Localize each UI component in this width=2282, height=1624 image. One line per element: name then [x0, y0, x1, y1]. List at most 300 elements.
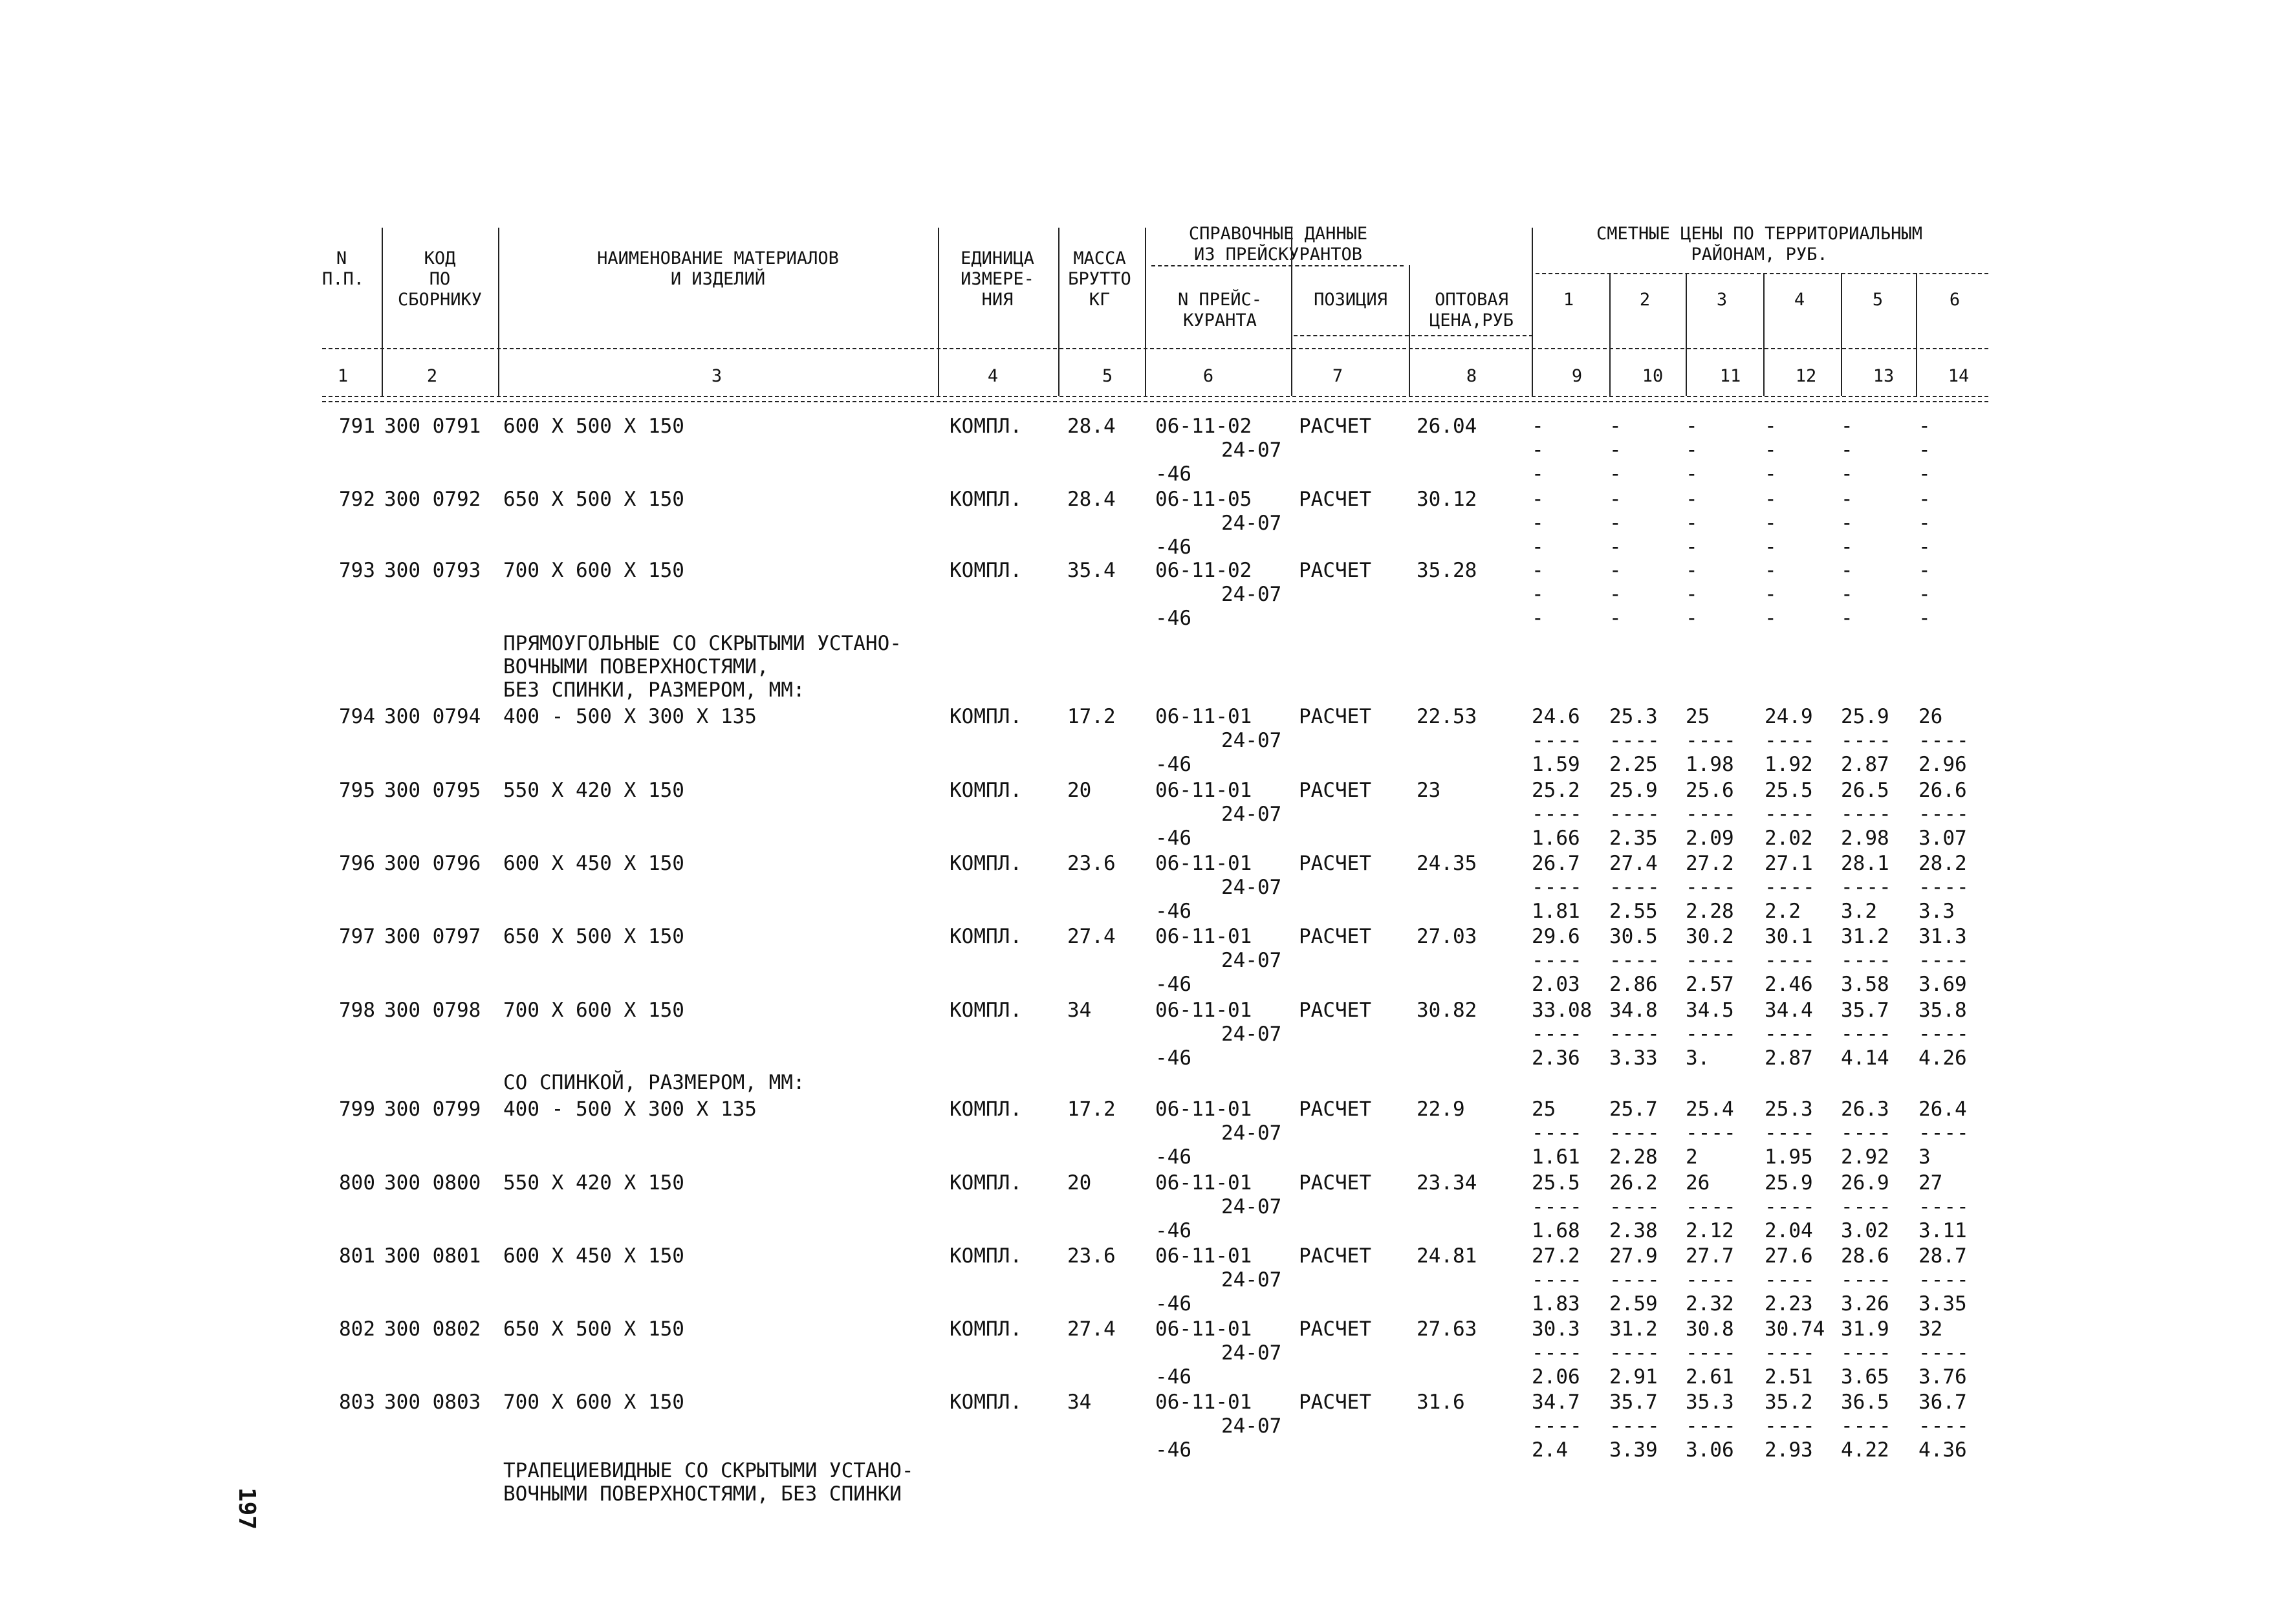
row-wholesale-price: 26.04: [1417, 415, 1477, 438]
region-transport-cost: 2.55: [1609, 900, 1658, 923]
fraction-bar: ----: [1765, 1023, 1816, 1046]
region-transport-cost: 1.83: [1532, 1292, 1580, 1315]
region-transport-cost: 2.12: [1686, 1219, 1734, 1242]
region-price: -: [1532, 559, 1544, 582]
region-price-alt: -: [1609, 583, 1622, 606]
row-position: РАСЧЕТ: [1299, 779, 1371, 802]
region-price: -: [1765, 415, 1777, 438]
fraction-bar: ----: [1918, 1268, 1970, 1292]
row-code: 300 0793: [384, 559, 481, 582]
region-transport-cost: 2: [1686, 1145, 1698, 1169]
row-code: 300 0792: [384, 488, 481, 511]
header-region-4: 4: [1794, 290, 1805, 310]
row-wholesale-price: 30.82: [1417, 999, 1477, 1022]
fraction-bar: ----: [1841, 729, 1892, 752]
row-pricelist-2: 24-07: [1221, 729, 1282, 752]
row-mass: 27.4: [1067, 1317, 1116, 1341]
column-number: 3: [711, 366, 723, 386]
fraction-bar: ----: [1686, 1341, 1737, 1365]
row-number: 792: [339, 488, 375, 511]
region-price: 31.9: [1841, 1317, 1889, 1341]
row-position: РАСЧЕТ: [1299, 925, 1371, 948]
region-price: 35.8: [1918, 999, 1967, 1022]
region-price: 25.9: [1609, 779, 1658, 802]
fraction-bar: ----: [1765, 876, 1816, 899]
header-price-group: СМЕТНЫЕ ЦЕНЫ ПО ТЕРРИТОРИАЛЬНЫМ РАЙОНАМ, РУБ.: [1596, 224, 1922, 265]
region-price-alt: -: [1765, 462, 1777, 486]
column-number: 5: [1102, 366, 1113, 386]
region-price: 27.2: [1686, 852, 1734, 875]
row-number: 797: [339, 925, 375, 948]
row-position: РАСЧЕТ: [1299, 1098, 1371, 1121]
region-transport-cost: 1.59: [1532, 753, 1580, 776]
region-price: 27.4: [1609, 852, 1658, 875]
region-transport-cost: 2.61: [1686, 1365, 1734, 1389]
row-number: 795: [339, 779, 375, 802]
column-number: 12: [1795, 366, 1817, 386]
region-price: 27: [1918, 1171, 1943, 1195]
region-price: -: [1918, 415, 1931, 438]
fraction-bar: ----: [1841, 803, 1892, 826]
colnum-separator: [1409, 366, 1410, 387]
fraction-bar: ----: [1841, 876, 1892, 899]
fraction-bar: ----: [1609, 1195, 1660, 1218]
row-wholesale-price: 31.6: [1417, 1391, 1465, 1414]
region-price-alt: -: [1918, 438, 1931, 462]
region-price-alt: -: [1918, 462, 1931, 486]
fraction-bar: ----: [1532, 1195, 1583, 1218]
row-pricelist-3: -46: [1155, 753, 1191, 776]
region-price-alt: -: [1765, 583, 1777, 606]
fraction-bar: ----: [1609, 803, 1660, 826]
row-pricelist-1: 06-11-01: [1155, 1244, 1252, 1268]
region-price-alt: -: [1686, 583, 1698, 606]
fraction-bar: ----: [1765, 1414, 1816, 1438]
region-price-alt: -: [1765, 438, 1777, 462]
region-price-alt: -: [1686, 512, 1698, 535]
region-price: -: [1918, 488, 1931, 511]
fraction-bar: ----: [1918, 1121, 1970, 1145]
region-price: -: [1532, 415, 1544, 438]
region-price: 26.6: [1918, 779, 1967, 802]
region-price: 27.6: [1765, 1244, 1813, 1268]
fraction-bar: ----: [1765, 1268, 1816, 1292]
fraction-bar: ----: [1532, 729, 1583, 752]
row-mass: 28.4: [1067, 415, 1116, 438]
region-price: 36.7: [1918, 1391, 1967, 1414]
fraction-bar: ----: [1841, 1121, 1892, 1145]
region-price: 29.6: [1532, 925, 1580, 948]
region-price-alt: -: [1686, 536, 1698, 559]
region-transport-cost: 2.2: [1765, 900, 1801, 923]
header-col-5: МАССА БРУТТО КГ: [1068, 248, 1131, 310]
row-pricelist-2: 24-07: [1221, 1268, 1282, 1292]
colnum-separator: [1916, 366, 1917, 387]
fraction-bar: ----: [1609, 729, 1660, 752]
region-transport-cost: 2.38: [1609, 1219, 1658, 1242]
region-price-alt: -: [1609, 462, 1622, 486]
region-transport-cost: 2.96: [1918, 753, 1967, 776]
header-rule-2: [322, 396, 1988, 397]
row-position: РАСЧЕТ: [1299, 705, 1371, 728]
row-wholesale-price: 27.63: [1417, 1317, 1477, 1341]
header-col-6: N ПРЕЙС- КУРАНТА: [1177, 290, 1263, 330]
region-price-alt: -: [1841, 607, 1853, 630]
row-code: 300 0800: [384, 1171, 481, 1195]
fraction-bar: ----: [1765, 729, 1816, 752]
region-price: 24.6: [1532, 705, 1580, 728]
region-price-alt: -: [1841, 583, 1853, 606]
region-transport-cost: 3.3: [1918, 900, 1955, 923]
row-unit: КОМПЛ.: [950, 1171, 1022, 1195]
row-unit: КОМПЛ.: [950, 1244, 1022, 1268]
fraction-bar: ----: [1686, 1195, 1737, 1218]
fraction-bar: ----: [1765, 1121, 1816, 1145]
region-price-alt: -: [1765, 512, 1777, 535]
row-unit: КОМПЛ.: [950, 1391, 1022, 1414]
row-name: 400 - 500 X 300 X 135: [503, 705, 757, 728]
row-pricelist-1: 06-11-01: [1155, 779, 1252, 802]
row-position: РАСЧЕТ: [1299, 852, 1371, 875]
region-transport-cost: 2.98: [1841, 827, 1889, 850]
row-pricelist-3: -46: [1155, 1145, 1191, 1169]
row-name: 650 X 500 X 150: [503, 1317, 684, 1341]
region-transport-cost: 3.26: [1841, 1292, 1889, 1315]
region-price-alt: -: [1841, 438, 1853, 462]
fraction-bar: ----: [1918, 1195, 1970, 1218]
row-pricelist-1: 06-11-01: [1155, 1391, 1252, 1414]
row-pricelist-3: -46: [1155, 536, 1191, 559]
row-position: РАСЧЕТ: [1299, 1391, 1371, 1414]
header-rule-sub7: [1294, 335, 1533, 336]
region-price: 25.3: [1609, 705, 1658, 728]
colnum-separator: [1145, 366, 1146, 387]
region-price-alt: -: [1918, 583, 1931, 606]
region-transport-cost: 2.32: [1686, 1292, 1734, 1315]
region-price: 25.4: [1686, 1098, 1734, 1121]
region-transport-cost: 2.4: [1532, 1438, 1568, 1462]
fraction-bar: ----: [1686, 1268, 1737, 1292]
region-price-alt: -: [1918, 536, 1931, 559]
header-col-8: ОПТОВАЯ ЦЕНА,РУБ: [1429, 290, 1514, 330]
row-pricelist-3: -46: [1155, 462, 1191, 486]
region-price-alt: -: [1532, 536, 1544, 559]
region-price-alt: -: [1532, 607, 1544, 630]
row-unit: КОМПЛ.: [950, 1317, 1022, 1341]
region-transport-cost: 3.: [1686, 1046, 1710, 1070]
column-number: 2: [426, 366, 438, 386]
row-pricelist-3: -46: [1155, 1046, 1191, 1070]
row-mass: 17.2: [1067, 705, 1116, 728]
region-price-alt: -: [1686, 462, 1698, 486]
region-price: 31.2: [1841, 925, 1889, 948]
region-transport-cost: 1.81: [1532, 900, 1580, 923]
row-pricelist-3: -46: [1155, 1292, 1191, 1315]
region-price-alt: -: [1609, 536, 1622, 559]
row-number: 799: [339, 1098, 375, 1121]
column-number: 7: [1332, 366, 1343, 386]
header-region-6: 6: [1949, 290, 1961, 310]
region-price-alt: -: [1532, 512, 1544, 535]
region-transport-cost: 3.69: [1918, 973, 1967, 996]
region-transport-cost: 3.35: [1918, 1292, 1967, 1315]
row-pricelist-1: 06-11-01: [1155, 1317, 1252, 1341]
row-mass: 27.4: [1067, 925, 1116, 948]
row-pricelist-2: 24-07: [1221, 1121, 1282, 1145]
region-price: 30.5: [1609, 925, 1658, 948]
fraction-bar: ----: [1765, 949, 1816, 972]
region-transport-cost: 2.25: [1609, 753, 1658, 776]
region-transport-cost: 4.26: [1918, 1046, 1967, 1070]
row-wholesale-price: 23.34: [1417, 1171, 1477, 1195]
colnum-separator: [1291, 366, 1292, 387]
row-pricelist-1: 06-11-01: [1155, 999, 1252, 1022]
region-transport-cost: 2.02: [1765, 827, 1813, 850]
region-price: -: [1609, 559, 1622, 582]
region-price: -: [1609, 488, 1622, 511]
row-unit: КОМПЛ.: [950, 488, 1022, 511]
region-price: 32: [1918, 1317, 1943, 1341]
header-rule-ref: [1151, 265, 1404, 266]
row-wholesale-price: 27.03: [1417, 925, 1477, 948]
header-rule-price: [1536, 273, 1988, 274]
row-pricelist-1: 06-11-01: [1155, 1171, 1252, 1195]
colnum-separator: [938, 366, 939, 387]
region-price: 25.5: [1532, 1171, 1580, 1195]
fraction-bar: ----: [1532, 876, 1583, 899]
fraction-bar: ----: [1918, 1023, 1970, 1046]
fraction-bar: ----: [1841, 1341, 1892, 1365]
region-transport-cost: 1.92: [1765, 753, 1813, 776]
row-number: 800: [339, 1171, 375, 1195]
row-code: 300 0799: [384, 1098, 481, 1121]
fraction-bar: ----: [1609, 1023, 1660, 1046]
row-pricelist-1: 06-11-02: [1155, 415, 1252, 438]
region-price: 27.9: [1609, 1244, 1658, 1268]
region-price-alt: -: [1918, 512, 1931, 535]
region-price-alt: -: [1686, 438, 1698, 462]
region-price: -: [1841, 559, 1853, 582]
row-unit: КОМПЛ.: [950, 1098, 1022, 1121]
region-price-alt: -: [1532, 583, 1544, 606]
row-code: 300 0797: [384, 925, 481, 948]
fraction-bar: ----: [1841, 949, 1892, 972]
region-transport-cost: 2.91: [1609, 1365, 1658, 1389]
row-wholesale-price: 23: [1417, 779, 1441, 802]
region-price: 36.5: [1841, 1391, 1889, 1414]
region-price: 34.8: [1609, 999, 1658, 1022]
fraction-bar: ----: [1918, 1414, 1970, 1438]
fraction-bar: ----: [1918, 1341, 1970, 1365]
fraction-bar: ----: [1765, 1341, 1816, 1365]
fraction-bar: ----: [1841, 1023, 1892, 1046]
region-price-alt: -: [1765, 536, 1777, 559]
colnum-separator: [1686, 366, 1687, 387]
row-number: 803: [339, 1391, 375, 1414]
region-price: -: [1609, 415, 1622, 438]
fraction-bar: ----: [1532, 1121, 1583, 1145]
row-pricelist-2: 24-07: [1221, 1414, 1282, 1438]
fraction-bar: ----: [1686, 1121, 1737, 1145]
row-position: РАСЧЕТ: [1299, 1244, 1371, 1268]
region-price: -: [1686, 559, 1698, 582]
region-price: 25: [1686, 705, 1710, 728]
colnum-separator: [1532, 366, 1533, 387]
row-position: РАСЧЕТ: [1299, 999, 1371, 1022]
header-col-4: ЕДИНИЦА ИЗМЕРЕ- НИЯ: [961, 248, 1034, 310]
row-wholesale-price: 24.35: [1417, 852, 1477, 875]
region-transport-cost: 2.93: [1765, 1438, 1813, 1462]
row-unit: КОМПЛ.: [950, 852, 1022, 875]
row-unit: КОМПЛ.: [950, 779, 1022, 802]
region-transport-cost: 2.46: [1765, 973, 1813, 996]
row-pricelist-2: 24-07: [1221, 1341, 1282, 1365]
fraction-bar: ----: [1532, 1414, 1583, 1438]
region-price: -: [1841, 488, 1853, 511]
header-ref-group: СПРАВОЧНЫЕ ДАННЫЕ ИЗ ПРЕЙСКУРАНТОВ: [1188, 224, 1368, 265]
row-name: 650 X 500 X 150: [503, 488, 684, 511]
region-price: 34.7: [1532, 1391, 1580, 1414]
row-pricelist-3: -46: [1155, 1365, 1191, 1389]
region-price: 35.2: [1765, 1391, 1813, 1414]
region-price: 30.8: [1686, 1317, 1734, 1341]
region-transport-cost: 3.07: [1918, 827, 1967, 850]
region-price-alt: -: [1841, 462, 1853, 486]
region-transport-cost: 3.2: [1841, 900, 1877, 923]
region-price: 28.6: [1841, 1244, 1889, 1268]
region-price: -: [1765, 559, 1777, 582]
column-number: 4: [987, 366, 999, 386]
header-col-3: НАИМЕНОВАНИЕ МАТЕРИАЛОВ И ИЗДЕЛИЙ: [597, 248, 839, 289]
region-price: 31.2: [1609, 1317, 1658, 1341]
region-price: 24.9: [1765, 705, 1813, 728]
region-price-alt: -: [1609, 438, 1622, 462]
row-name: 550 X 420 X 150: [503, 1171, 684, 1195]
column-number: 11: [1719, 366, 1741, 386]
region-price: 26.2: [1609, 1171, 1658, 1195]
fraction-bar: ----: [1609, 1414, 1660, 1438]
fraction-bar: ----: [1609, 1121, 1660, 1145]
row-number: 801: [339, 1244, 375, 1268]
region-transport-cost: 1.61: [1532, 1145, 1580, 1169]
column-number: 14: [1948, 366, 1970, 386]
row-unit: КОМПЛ.: [950, 925, 1022, 948]
row-pricelist-2: 24-07: [1221, 876, 1282, 899]
row-pricelist-1: 06-11-01: [1155, 852, 1252, 875]
region-price: 26.9: [1841, 1171, 1889, 1195]
fraction-bar: ----: [1918, 876, 1970, 899]
row-wholesale-price: 22.9: [1417, 1098, 1465, 1121]
row-position: РАСЧЕТ: [1299, 1171, 1371, 1195]
region-price: 25.9: [1841, 705, 1889, 728]
colnum-separator: [1763, 366, 1765, 387]
region-transport-cost: 2.04: [1765, 1219, 1813, 1242]
header-rule-3: [322, 401, 1988, 402]
row-unit: КОМПЛ.: [950, 999, 1022, 1022]
row-code: 300 0798: [384, 999, 481, 1022]
row-position: РАСЧЕТ: [1299, 559, 1371, 582]
colnum-separator: [1609, 366, 1611, 387]
row-unit: КОМПЛ.: [950, 415, 1022, 438]
fraction-bar: ----: [1686, 729, 1737, 752]
header-region-3: 3: [1716, 290, 1728, 310]
region-price: 27.7: [1686, 1244, 1734, 1268]
row-pricelist-1: 06-11-02: [1155, 559, 1252, 582]
row-position: РАСЧЕТ: [1299, 415, 1371, 438]
row-code: 300 0795: [384, 779, 481, 802]
region-price: 26: [1686, 1171, 1710, 1195]
fraction-bar: ----: [1841, 1414, 1892, 1438]
fraction-bar: ----: [1686, 949, 1737, 972]
region-price-alt: -: [1765, 607, 1777, 630]
colnum-separator: [1841, 366, 1842, 387]
region-price: -: [1918, 559, 1931, 582]
region-transport-cost: 1.68: [1532, 1219, 1580, 1242]
header-col-2: КОД ПО СБОРНИКУ: [397, 248, 483, 310]
region-price: 35.7: [1609, 1391, 1658, 1414]
row-code: 300 0791: [384, 415, 481, 438]
fraction-bar: ----: [1918, 803, 1970, 826]
row-pricelist-1: 06-11-01: [1155, 1098, 1252, 1121]
page-number: 197: [234, 1488, 260, 1530]
row-pricelist-2: 24-07: [1221, 512, 1282, 535]
row-pricelist-1: 06-11-01: [1155, 925, 1252, 948]
row-code: 300 0794: [384, 705, 481, 728]
region-transport-cost: 3.33: [1609, 1046, 1658, 1070]
region-transport-cost: 1.98: [1686, 753, 1734, 776]
region-price-alt: -: [1841, 536, 1853, 559]
row-number: 791: [339, 415, 375, 438]
region-price: 25.7: [1609, 1098, 1658, 1121]
region-transport-cost: 2.87: [1841, 753, 1889, 776]
region-price: 30.2: [1686, 925, 1734, 948]
region-price: -: [1686, 415, 1698, 438]
row-pricelist-3: -46: [1155, 1219, 1191, 1242]
row-number: 802: [339, 1317, 375, 1341]
region-price: 31.3: [1918, 925, 1967, 948]
region-price: -: [1841, 415, 1853, 438]
region-price-alt: -: [1686, 607, 1698, 630]
row-wholesale-price: 30.12: [1417, 488, 1477, 511]
row-number: 793: [339, 559, 375, 582]
region-price: 28.2: [1918, 852, 1967, 875]
column-number: 13: [1873, 366, 1895, 386]
row-mass: 17.2: [1067, 1098, 1116, 1121]
region-price: 30.74: [1765, 1317, 1825, 1341]
region-transport-cost: 3.58: [1841, 973, 1889, 996]
region-transport-cost: 2.51: [1765, 1365, 1813, 1389]
region-price-alt: -: [1609, 512, 1622, 535]
header-col-1: N П.П.: [322, 248, 365, 289]
fraction-bar: ----: [1841, 1268, 1892, 1292]
row-unit: КОМПЛ.: [950, 705, 1022, 728]
row-name: 600 X 450 X 150: [503, 1244, 684, 1268]
row-pricelist-3: -46: [1155, 607, 1191, 630]
fraction-bar: ----: [1532, 1341, 1583, 1365]
row-code: 300 0803: [384, 1391, 481, 1414]
region-transport-cost: 2.09: [1686, 827, 1734, 850]
region-transport-cost: 2.59: [1609, 1292, 1658, 1315]
row-number: 794: [339, 705, 375, 728]
region-price-alt: -: [1532, 438, 1544, 462]
colnum-separator: [1058, 366, 1060, 387]
region-price: 30.1: [1765, 925, 1813, 948]
region-transport-cost: 2.92: [1841, 1145, 1889, 1169]
region-price: 25.9: [1765, 1171, 1813, 1195]
region-price: 33.08: [1532, 999, 1592, 1022]
fraction-bar: ----: [1609, 949, 1660, 972]
region-price: 30.3: [1532, 1317, 1580, 1341]
